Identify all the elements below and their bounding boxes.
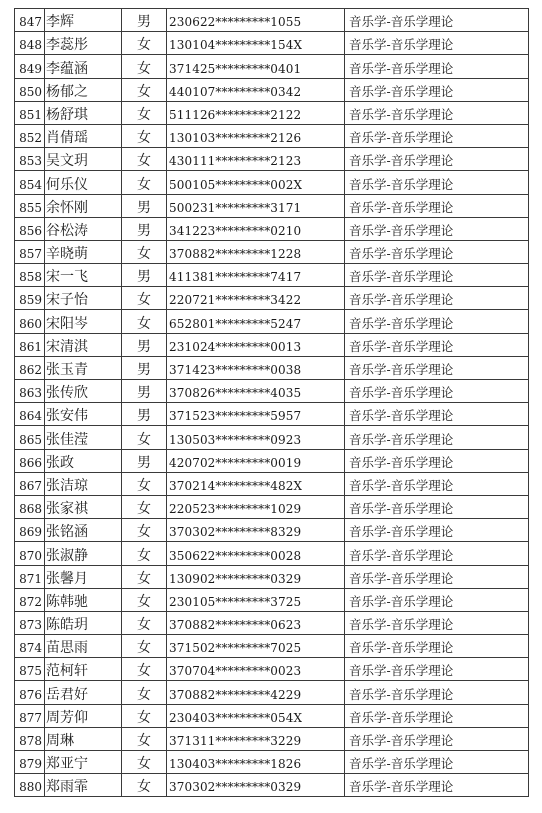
student-gender-cell: 男 [122,264,167,287]
id-number-cell: 130403*********1826 [167,751,345,774]
student-gender-cell: 女 [122,704,167,727]
row-number-cell: 870 [15,542,45,565]
major-cell: 音乐学-音乐学理论 [345,333,529,356]
major-cell: 音乐学-音乐学理论 [345,78,529,101]
student-gender-cell: 女 [122,124,167,147]
roster-table-body [15,9,529,797]
student-name-cell: 辛晓萌 [45,240,122,263]
table-row [15,472,529,495]
id-number-cell: 371311*********3229 [167,727,345,750]
row-number-cell: 869 [15,519,45,542]
row-number-cell: 851 [15,101,45,124]
row-number-cell: 850 [15,78,45,101]
student-name-cell: 郑雨霏 [45,774,122,797]
row-number-cell: 858 [15,264,45,287]
student-name-cell: 宋清淇 [45,333,122,356]
student-name-cell: 张家祺 [45,495,122,518]
student-gender-cell: 男 [122,356,167,379]
student-gender-cell: 女 [122,55,167,78]
student-name-cell: 张淑静 [45,542,122,565]
row-number-cell: 848 [15,32,45,55]
row-number-cell: 877 [15,704,45,727]
id-number-cell: 371425*********0401 [167,55,345,78]
student-gender-cell: 女 [122,171,167,194]
id-number-cell: 130902*********0329 [167,565,345,588]
id-number-cell: 341223*********0210 [167,217,345,240]
row-number-cell: 855 [15,194,45,217]
row-number-cell: 878 [15,727,45,750]
student-gender-cell: 女 [122,78,167,101]
row-number-cell: 861 [15,333,45,356]
table-row [15,264,529,287]
id-number-cell: 371523*********5957 [167,403,345,426]
major-cell: 音乐学-音乐学理论 [345,124,529,147]
table-row [15,426,529,449]
student-name-cell: 宋阳岑 [45,310,122,333]
id-number-cell: 130104*********154X [167,32,345,55]
id-number-cell: 652801*********5247 [167,310,345,333]
major-cell: 音乐学-音乐学理论 [345,403,529,426]
major-cell: 音乐学-音乐学理论 [345,32,529,55]
major-cell: 音乐学-音乐学理论 [345,171,529,194]
roster-table [14,8,529,797]
student-gender-cell: 女 [122,310,167,333]
major-cell: 音乐学-音乐学理论 [345,310,529,333]
student-gender-cell: 女 [122,148,167,171]
id-number-cell: 370214*********482X [167,472,345,495]
table-row [15,78,529,101]
row-number-cell: 863 [15,380,45,403]
row-number-cell: 860 [15,310,45,333]
student-gender-cell: 女 [122,32,167,55]
table-row [15,310,529,333]
id-number-cell: 370302*********8329 [167,519,345,542]
id-number-cell: 350622*********0028 [167,542,345,565]
student-name-cell: 宋子怡 [45,287,122,310]
id-number-cell: 430111*********2123 [167,148,345,171]
student-gender-cell: 女 [122,727,167,750]
major-cell: 音乐学-音乐学理论 [345,449,529,472]
student-gender-cell: 男 [122,194,167,217]
row-number-cell: 867 [15,472,45,495]
id-number-cell: 231024*********0013 [167,333,345,356]
student-name-cell: 杨郁之 [45,78,122,101]
table-row [15,32,529,55]
student-name-cell: 陈韩驰 [45,588,122,611]
table-row [15,101,529,124]
table-row [15,565,529,588]
table-row [15,194,529,217]
row-number-cell: 866 [15,449,45,472]
student-gender-cell: 女 [122,565,167,588]
student-name-cell: 陈皓玥 [45,611,122,634]
id-number-cell: 511126*********2122 [167,101,345,124]
student-name-cell: 范柯轩 [45,658,122,681]
row-number-cell: 864 [15,403,45,426]
row-number-cell: 859 [15,287,45,310]
table-row [15,681,529,704]
student-name-cell: 张馨月 [45,565,122,588]
table-row [15,287,529,310]
student-gender-cell: 女 [122,658,167,681]
major-cell: 音乐学-音乐学理论 [345,148,529,171]
major-cell: 音乐学-音乐学理论 [345,495,529,518]
row-number-cell: 868 [15,495,45,518]
table-row [15,495,529,518]
student-gender-cell: 女 [122,472,167,495]
major-cell: 音乐学-音乐学理论 [345,635,529,658]
student-name-cell: 张传欣 [45,380,122,403]
major-cell: 音乐学-音乐学理论 [345,542,529,565]
student-gender-cell: 男 [122,449,167,472]
student-name-cell: 张佳滢 [45,426,122,449]
table-row [15,774,529,797]
row-number-cell: 865 [15,426,45,449]
table-row [15,704,529,727]
table-row [15,658,529,681]
student-name-cell: 郑亚宁 [45,751,122,774]
table-row [15,55,529,78]
student-name-cell: 吴文玥 [45,148,122,171]
major-cell: 音乐学-音乐学理论 [345,264,529,287]
row-number-cell: 873 [15,611,45,634]
student-gender-cell: 女 [122,635,167,658]
table-row [15,380,529,403]
student-name-cell: 张洁琼 [45,472,122,495]
major-cell: 音乐学-音乐学理论 [345,356,529,379]
student-gender-cell: 男 [122,380,167,403]
student-name-cell: 张玉青 [45,356,122,379]
student-name-cell: 张安伟 [45,403,122,426]
major-cell: 音乐学-音乐学理论 [345,287,529,310]
id-number-cell: 440107*********0342 [167,78,345,101]
major-cell: 音乐学-音乐学理论 [345,194,529,217]
roster-sheet [14,8,528,797]
row-number-cell: 849 [15,55,45,78]
major-cell: 音乐学-音乐学理论 [345,55,529,78]
student-name-cell: 李辉 [45,9,122,32]
table-row [15,588,529,611]
table-row [15,124,529,147]
id-number-cell: 500105*********002X [167,171,345,194]
student-name-cell: 肖倩瑶 [45,124,122,147]
major-cell: 音乐学-音乐学理论 [345,426,529,449]
student-name-cell: 周琳 [45,727,122,750]
row-number-cell: 874 [15,635,45,658]
major-cell: 音乐学-音乐学理论 [345,751,529,774]
student-gender-cell: 男 [122,333,167,356]
major-cell: 音乐学-音乐学理论 [345,9,529,32]
table-row [15,9,529,32]
student-gender-cell: 女 [122,101,167,124]
id-number-cell: 371502*********7025 [167,635,345,658]
major-cell: 音乐学-音乐学理论 [345,727,529,750]
id-number-cell: 370704*********0023 [167,658,345,681]
student-gender-cell: 男 [122,403,167,426]
table-row [15,519,529,542]
student-gender-cell: 女 [122,774,167,797]
student-gender-cell: 女 [122,751,167,774]
major-cell: 音乐学-音乐学理论 [345,658,529,681]
student-gender-cell: 女 [122,495,167,518]
student-name-cell: 张铭涵 [45,519,122,542]
id-number-cell: 420702*********0019 [167,449,345,472]
id-number-cell: 130503*********0923 [167,426,345,449]
student-name-cell: 张政 [45,449,122,472]
table-row [15,403,529,426]
table-row [15,333,529,356]
row-number-cell: 847 [15,9,45,32]
major-cell: 音乐学-音乐学理论 [345,217,529,240]
table-row [15,356,529,379]
row-number-cell: 857 [15,240,45,263]
id-number-cell: 411381*********7417 [167,264,345,287]
table-row [15,727,529,750]
table-row [15,449,529,472]
major-cell: 音乐学-音乐学理论 [345,519,529,542]
table-row [15,171,529,194]
row-number-cell: 872 [15,588,45,611]
student-name-cell: 周芳仰 [45,704,122,727]
major-cell: 音乐学-音乐学理论 [345,774,529,797]
student-gender-cell: 女 [122,588,167,611]
id-number-cell: 370882*********1228 [167,240,345,263]
student-name-cell: 何乐仪 [45,171,122,194]
student-gender-cell: 女 [122,542,167,565]
student-gender-cell: 女 [122,519,167,542]
student-name-cell: 宋一飞 [45,264,122,287]
row-number-cell: 856 [15,217,45,240]
major-cell: 音乐学-音乐学理论 [345,588,529,611]
table-row [15,635,529,658]
row-number-cell: 853 [15,148,45,171]
student-gender-cell: 女 [122,240,167,263]
id-number-cell: 370826*********4035 [167,380,345,403]
row-number-cell: 875 [15,658,45,681]
table-row [15,542,529,565]
major-cell: 音乐学-音乐学理论 [345,101,529,124]
row-number-cell: 871 [15,565,45,588]
student-name-cell: 杨舒琪 [45,101,122,124]
student-gender-cell: 女 [122,611,167,634]
student-gender-cell: 女 [122,426,167,449]
table-row [15,240,529,263]
row-number-cell: 879 [15,751,45,774]
id-number-cell: 500231*********3171 [167,194,345,217]
row-number-cell: 852 [15,124,45,147]
id-number-cell: 370882*********0623 [167,611,345,634]
id-number-cell: 370882*********4229 [167,681,345,704]
student-gender-cell: 男 [122,217,167,240]
id-number-cell: 220721*********3422 [167,287,345,310]
table-row [15,751,529,774]
row-number-cell: 880 [15,774,45,797]
student-gender-cell: 男 [122,9,167,32]
row-number-cell: 876 [15,681,45,704]
major-cell: 音乐学-音乐学理论 [345,681,529,704]
student-name-cell: 岳君好 [45,681,122,704]
table-row [15,148,529,171]
major-cell: 音乐学-音乐学理论 [345,380,529,403]
student-gender-cell: 女 [122,287,167,310]
id-number-cell: 371423*********0038 [167,356,345,379]
row-number-cell: 854 [15,171,45,194]
student-name-cell: 余怀刚 [45,194,122,217]
student-name-cell: 李蕊彤 [45,32,122,55]
id-number-cell: 370302*********0329 [167,774,345,797]
student-name-cell: 李蕴涵 [45,55,122,78]
major-cell: 音乐学-音乐学理论 [345,240,529,263]
major-cell: 音乐学-音乐学理论 [345,704,529,727]
id-number-cell: 220523*********1029 [167,495,345,518]
student-name-cell: 苗思雨 [45,635,122,658]
table-row [15,217,529,240]
student-gender-cell: 女 [122,681,167,704]
student-name-cell: 谷松涛 [45,217,122,240]
major-cell: 音乐学-音乐学理论 [345,565,529,588]
id-number-cell: 230403*********054X [167,704,345,727]
id-number-cell: 230105*********3725 [167,588,345,611]
id-number-cell: 230622*********1055 [167,9,345,32]
id-number-cell: 130103*********2126 [167,124,345,147]
table-row [15,611,529,634]
major-cell: 音乐学-音乐学理论 [345,472,529,495]
row-number-cell: 862 [15,356,45,379]
major-cell: 音乐学-音乐学理论 [345,611,529,634]
